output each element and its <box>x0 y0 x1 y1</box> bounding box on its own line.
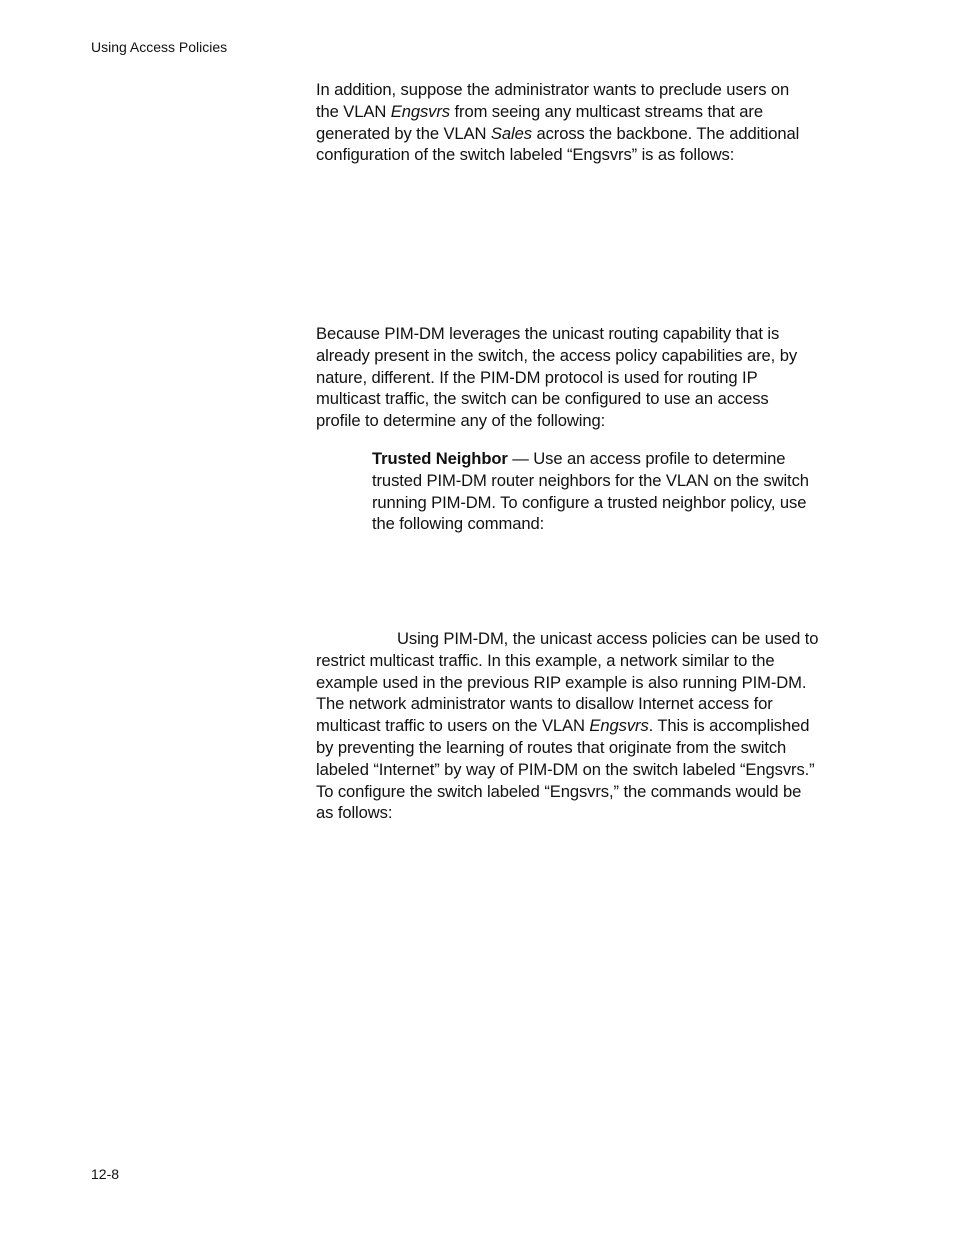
vlan-name-engsvrs: Engsvrs <box>390 101 450 121</box>
paragraph-1-text-b: from seeing any multicast streams that are generated by the VLAN <box>316 101 763 143</box>
paragraph-pim-dm-example <box>316 628 876 824</box>
paragraph-pim-dm-overview: Because PIM-DM leverages the unicast routing capability that is already present in the switch, the access policy capabilities are, by nature, different. If the PIM-DM protocol is used for routing IP multicast traffic, the switch can be configured to use an access profile to determine any of the following: <box>316 324 798 431</box>
page-number: 12-8 <box>91 1166 120 1182</box>
paragraph-vlan-multicast-restriction <box>316 79 876 166</box>
term-trusted-neighbor: Trusted Neighbor <box>372 449 508 468</box>
paragraph-1-text-a: In addition, suppose the administrator wants to preclude users on the VLAN <box>316 80 790 121</box>
list-item-trusted-neighbor <box>372 448 872 535</box>
vlan-name-engsvrs-2: Engsvrs <box>589 716 649 736</box>
running-header: Using Access Policies <box>91 39 228 55</box>
trusted-neighbor-description: — Use an access profile to determine trusted PIM-DM router neighbors for the VLAN on the switch running PIM-DM. To configure a trusted neighbor policy, use the following command: <box>372 449 809 534</box>
paragraph-1-text-c: across the backbone. The additional configuration of the switch labeled “Engsvrs” is as follows: <box>316 123 800 165</box>
paragraph-3-text-b: . This is accomplished by preventing the learning of routes that originate from the switch labeled “Internet” by way of PIM-DM on the switch labeled “Engsvrs.” To configure the switch labeled “Engsvrs,” the commands would be as follows: <box>316 716 815 823</box>
paragraph-3-text-a: Using PIM-DM, the unicast access policies can be used to restrict multicast traffic. In this example, a network similar to the example used in the previous RIP example is also running PIM-DM. The network administrator wants to disallow Internet access for multicast traffic to users on the VLAN <box>316 629 819 736</box>
vlan-name-sales: Sales <box>490 123 532 143</box>
